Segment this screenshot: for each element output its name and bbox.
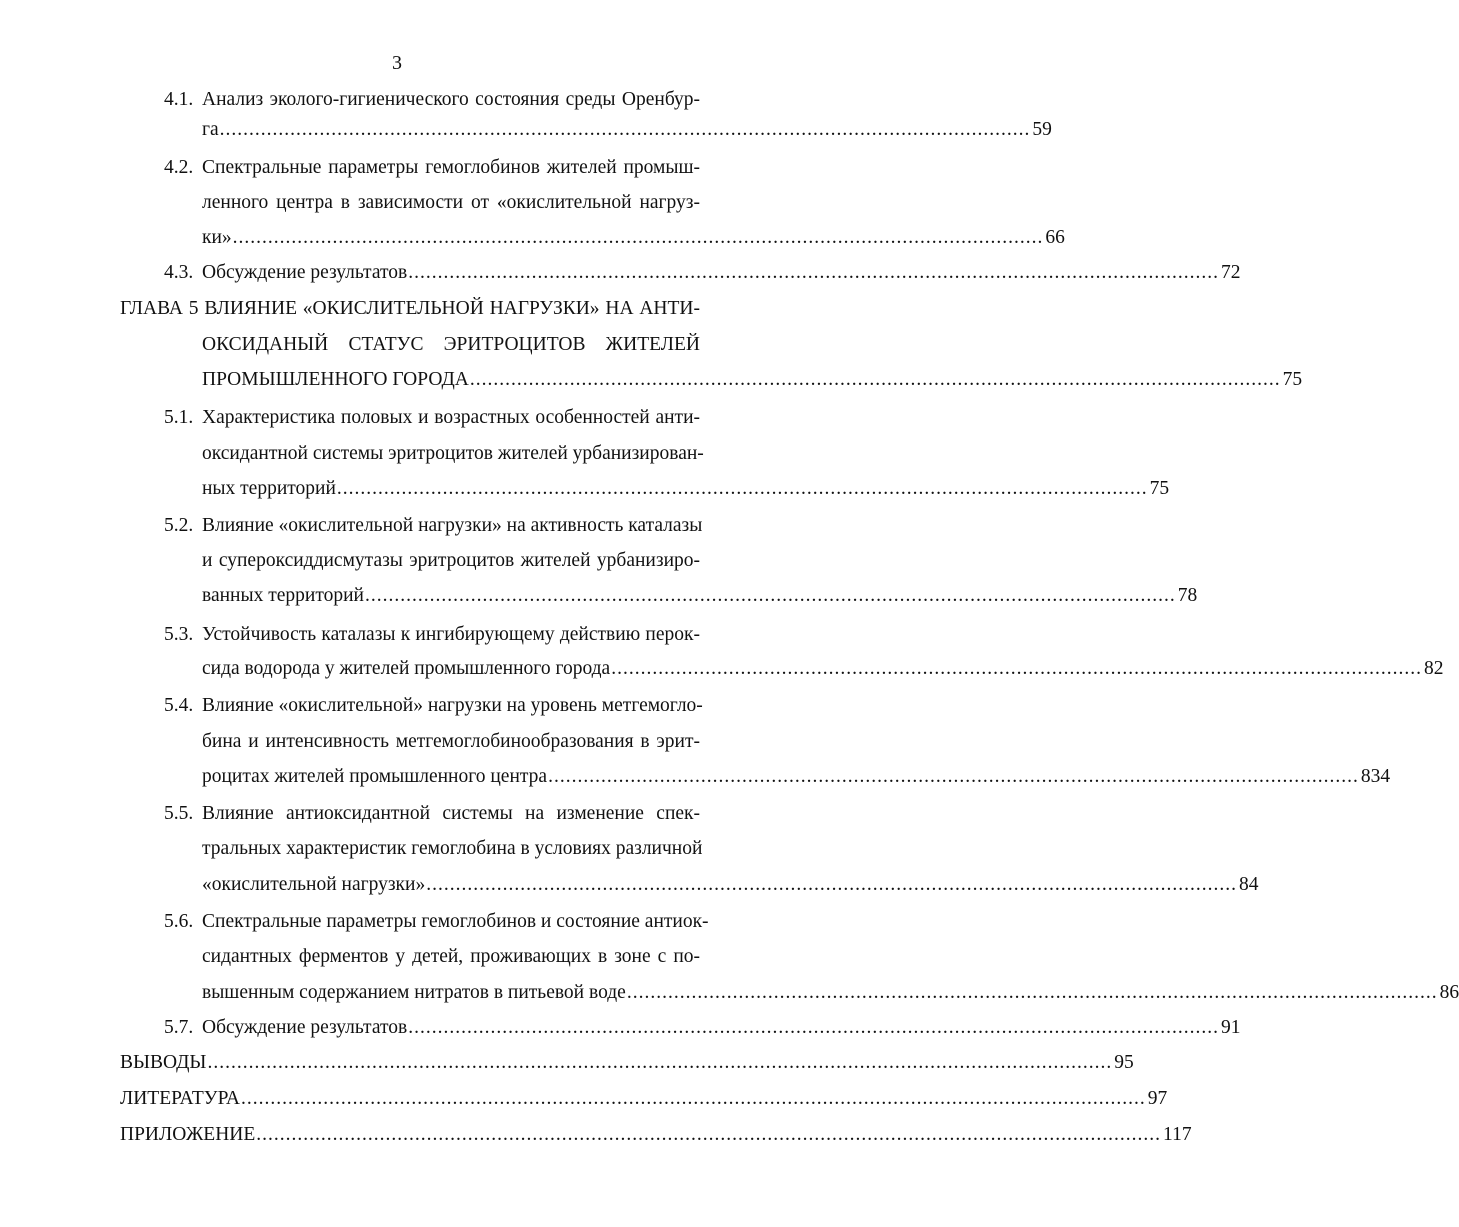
dot-leader: .......................................................................................................................................... bbox=[364, 585, 1176, 606]
toc-entry-4-2 bbox=[0, 155, 794, 181]
toc-line-row bbox=[0, 729, 794, 755]
toc-line: «окислительной нагрузки» bbox=[202, 874, 426, 895]
toc-line: ПРИЛОЖЕНИЕ bbox=[120, 1124, 256, 1145]
section-number: 4.3. bbox=[164, 262, 194, 283]
dot-leader: .......................................................................................................................................... bbox=[408, 1017, 1219, 1038]
section-number: 4.1. bbox=[164, 89, 194, 110]
toc-line: бина и интенсивность метгемоглобинообразования в эрит- bbox=[202, 731, 700, 752]
chapter-title: ОКСИДАНЫЙ СТАТУС ЭРИТРОЦИТОВ ЖИТЕЛЕЙ bbox=[202, 334, 700, 355]
toc-line: и супероксиддисмутазы эритроцитов жителей урбанизиро- bbox=[202, 550, 700, 571]
toc-line: вышенным содержанием нитратов в питьевой воде bbox=[202, 982, 626, 1003]
chapter-title: ГЛАВА 5 ВЛИЯНИЕ «ОКИСЛИТЕЛЬНОЙ НАГРУЗКИ» НА АНТИ- bbox=[120, 298, 700, 319]
toc-line-row bbox=[0, 944, 794, 970]
toc-line: Влияние антиоксидантной системы на изменение спек- bbox=[202, 803, 700, 824]
toc-entry-5-7 bbox=[0, 1015, 1241, 1041]
toc-entry-5-3-last bbox=[0, 656, 1444, 682]
section-number: 5.1. bbox=[164, 407, 194, 428]
section-number: 4.2. bbox=[164, 157, 194, 178]
dot-leader: .......................................................................................................................................... bbox=[611, 658, 1422, 679]
toc-line-row bbox=[0, 190, 794, 216]
toc-line: Влияние «окислительной» нагрузки на уровень метгемогло- bbox=[202, 695, 703, 716]
page-ref: 72 bbox=[1220, 262, 1241, 283]
section-number: 5.4. bbox=[164, 695, 194, 716]
page-ref: 86 bbox=[1439, 982, 1459, 1003]
page-ref: 95 bbox=[1114, 1052, 1134, 1073]
page-ref: 84 bbox=[1238, 874, 1259, 895]
toc-line: оксидантной системы эритроцитов жителей урбанизирован- bbox=[202, 443, 704, 464]
toc-entry-4-3 bbox=[0, 260, 1241, 286]
toc-entry-5-1 bbox=[0, 405, 794, 431]
toc-line-row bbox=[0, 548, 794, 574]
page-ref: 91 bbox=[1220, 1017, 1241, 1038]
toc-entry-5-2-last bbox=[0, 583, 1198, 609]
toc-entry-4-1 bbox=[0, 87, 794, 113]
toc-line-row bbox=[0, 836, 794, 862]
section-number: 5.2. bbox=[164, 515, 194, 536]
toc-line: Влияние «окислительной нагрузки» на активность каталазы bbox=[202, 515, 703, 536]
toc-line: Обсуждение результатов bbox=[202, 1017, 408, 1038]
dot-leader: .......................................................................................................................................................... bbox=[207, 1052, 1113, 1073]
dot-leader: .......................................................................................................................................... bbox=[336, 478, 1148, 499]
toc-line: Спектральные параметры гемоглобинов и состояние антиок- bbox=[202, 911, 709, 932]
page-ref: 66 bbox=[1045, 227, 1065, 248]
dot-leader: .......................................................................................................................................................... bbox=[241, 1088, 1146, 1109]
toc-entry-4-1-last bbox=[0, 117, 1052, 143]
toc-line: ВЫВОДЫ bbox=[120, 1052, 207, 1073]
section-number: 5.3. bbox=[164, 624, 194, 645]
toc-entry-5-4-last bbox=[0, 764, 1391, 790]
toc-line: Характеристика половых и возрастных особенностей анти- bbox=[202, 407, 700, 428]
toc-entry-conclusions bbox=[0, 1050, 1134, 1076]
toc-line: ЛИТЕРАТУРА bbox=[120, 1088, 240, 1109]
page-ref: 78 bbox=[1177, 585, 1198, 606]
toc-entry-appendix bbox=[0, 1122, 1192, 1148]
toc-entry-5-6-last bbox=[0, 980, 1459, 1006]
toc-line: ных территорий bbox=[202, 478, 336, 499]
chapter-title: ПРОМЫШЛЕННОГО ГОРОДА bbox=[202, 369, 469, 390]
toc-line: сидантных ферментов у детей, проживающих в зоне с по- bbox=[202, 946, 700, 967]
toc-line-row bbox=[0, 441, 794, 467]
dot-leader: .......................................................................................................................................................... bbox=[256, 1124, 1162, 1145]
toc-line: ки» bbox=[202, 227, 232, 248]
toc-line: Устойчивость каталазы к ингибирующему действию перок- bbox=[202, 624, 700, 645]
toc-entry-5-3 bbox=[0, 622, 794, 648]
dot-leader: .......................................................................................................................................... bbox=[626, 982, 1438, 1003]
dot-leader: .......................................................................................................................................... bbox=[548, 766, 1359, 787]
page-ref: 82 bbox=[1423, 658, 1444, 679]
dot-leader: .......................................................................................................................................... bbox=[426, 874, 1237, 895]
page-ref: 834 bbox=[1360, 766, 1391, 787]
page-ref: 75 bbox=[1149, 478, 1170, 499]
page-ref: 75 bbox=[1282, 369, 1303, 390]
toc-line: Анализ эколого-гигиенического состояния среды Оренбур- bbox=[202, 89, 700, 110]
toc-entry-5-2 bbox=[0, 513, 794, 539]
page-ref: 59 bbox=[1032, 119, 1052, 140]
toc-line: сида водорода у жителей промышленного города bbox=[202, 658, 611, 679]
page-ref: 97 bbox=[1147, 1088, 1168, 1109]
toc-line: ленного центра в зависимости от «окислительной нагруз- bbox=[202, 192, 700, 213]
toc-line: роцитах жителей промышленного центра bbox=[202, 766, 548, 787]
toc-entry-5-6 bbox=[0, 909, 794, 935]
toc-entry-5-4 bbox=[0, 693, 794, 719]
toc-entry-literature bbox=[0, 1086, 1168, 1112]
chapter-heading-line-2 bbox=[0, 332, 794, 358]
toc-line: Спектральные параметры гемоглобинов жителей промыш- bbox=[202, 157, 700, 178]
page-ref: 117 bbox=[1163, 1124, 1192, 1145]
toc-entry-5-1-last bbox=[0, 476, 1170, 502]
section-number: 5.5. bbox=[164, 803, 194, 824]
section-number: 5.7. bbox=[164, 1017, 194, 1038]
section-number: 5.6. bbox=[164, 911, 194, 932]
dot-leader: .......................................................................................................................................... bbox=[219, 119, 1031, 140]
toc-line: га bbox=[202, 119, 219, 140]
toc-line: тральных характеристик гемоглобина в условиях различной bbox=[202, 838, 703, 859]
toc-entry-4-2-last bbox=[0, 225, 1065, 251]
dot-leader: .......................................................................................................................................... bbox=[408, 262, 1219, 283]
chapter-heading bbox=[0, 296, 794, 322]
chapter-heading-last bbox=[0, 367, 1303, 393]
dot-leader: .......................................................................................................................................... bbox=[232, 227, 1044, 248]
toc-line: Обсуждение результатов bbox=[202, 262, 408, 283]
page-number: 3 bbox=[392, 52, 402, 74]
dot-leader: .......................................................................................................................................... bbox=[469, 369, 1281, 390]
toc-entry-5-5 bbox=[0, 801, 794, 827]
toc-entry-5-5-last bbox=[0, 872, 1259, 898]
toc-line: ванных территорий bbox=[202, 585, 364, 606]
